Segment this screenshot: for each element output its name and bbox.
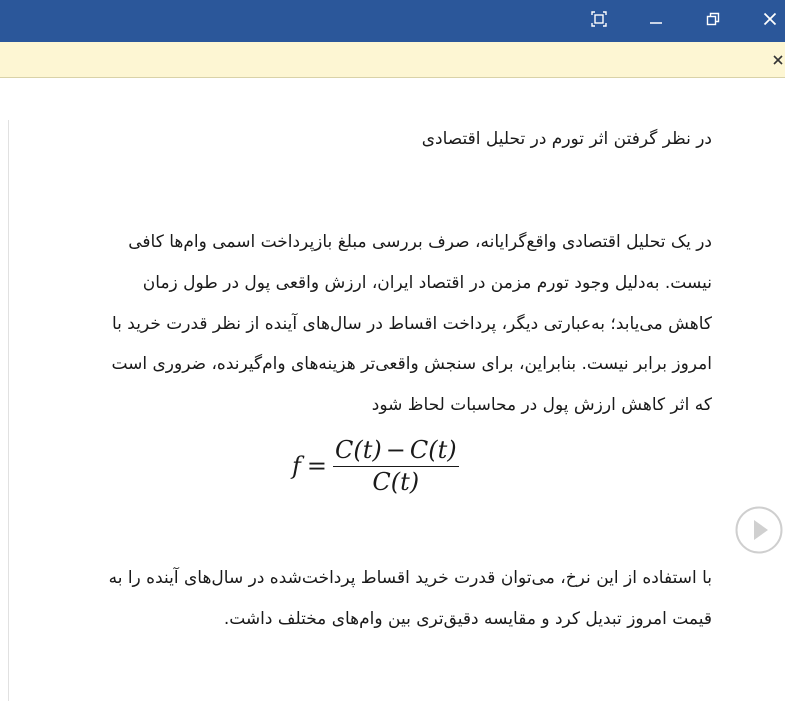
focus-mode-button[interactable] bbox=[577, 0, 621, 38]
paragraph-line: که اثر کاهش ارزش پول در محاسبات لحاظ شود bbox=[371, 395, 712, 416]
numerator-right: C(t) bbox=[409, 436, 457, 464]
paragraph-line: امروز برابر نیست. بنابراین، برای سنجش واقعی‌تر هزینه‌های وام‌گیرنده، ضروری است bbox=[111, 354, 712, 375]
formula-operator: − bbox=[385, 436, 406, 464]
paragraph-inflation-intro bbox=[40, 222, 712, 426]
window-titlebar bbox=[0, 0, 785, 42]
restore-icon bbox=[706, 12, 720, 26]
numerator-left: C(t) bbox=[335, 436, 382, 464]
minimize-button[interactable] bbox=[634, 0, 678, 38]
play-icon bbox=[734, 505, 784, 555]
paragraph-line: نیست. به‌دلیل وجود تورم مزمن در اقتصاد ایران، ارزش واقعی پول در طول زمان bbox=[142, 272, 712, 293]
formula-equals: = bbox=[306, 452, 327, 480]
restore-button[interactable] bbox=[691, 0, 735, 38]
paragraph-line: قیمت امروز تبدیل کرد و مقایسه دقیق‌تری بین وام‌های مختلف داشت. bbox=[223, 608, 712, 629]
formula-denominator: C(t) bbox=[372, 468, 420, 496]
page-left-edge bbox=[8, 120, 9, 701]
inflation-formula bbox=[292, 436, 459, 496]
close-button[interactable] bbox=[748, 0, 785, 38]
paragraph-line: کاهش می‌یابد؛ به‌عبارتی دیگر، پرداخت اقساط در سال‌های آینده از نظر قدرت خرید با bbox=[111, 313, 712, 334]
paragraph-rate-usage bbox=[40, 558, 712, 640]
play-button[interactable] bbox=[734, 505, 784, 555]
formula-numerator bbox=[333, 436, 459, 467]
info-bar-close-button[interactable] bbox=[771, 51, 785, 69]
close-icon bbox=[763, 12, 777, 26]
info-bar bbox=[0, 42, 785, 78]
document-heading: در نظر گرفتن اثر تورم در تحلیل اقتصادی bbox=[421, 129, 712, 149]
formula-fraction bbox=[333, 436, 459, 496]
minimize-icon bbox=[649, 12, 663, 26]
paragraph-line: در یک تحلیل اقتصادی واقع‌گرایانه، صرف بررسی مبلغ بازپرداخت اسمی وام‌ها کافی bbox=[128, 232, 712, 252]
paragraph-line: با استفاده از این نرخ، می‌توان قدرت خرید اقساط پرداخت‌شده در سال‌های آینده را به bbox=[108, 568, 712, 588]
focus-mode-icon bbox=[591, 11, 607, 27]
close-icon bbox=[773, 55, 783, 65]
formula-lhs: f bbox=[292, 452, 301, 480]
